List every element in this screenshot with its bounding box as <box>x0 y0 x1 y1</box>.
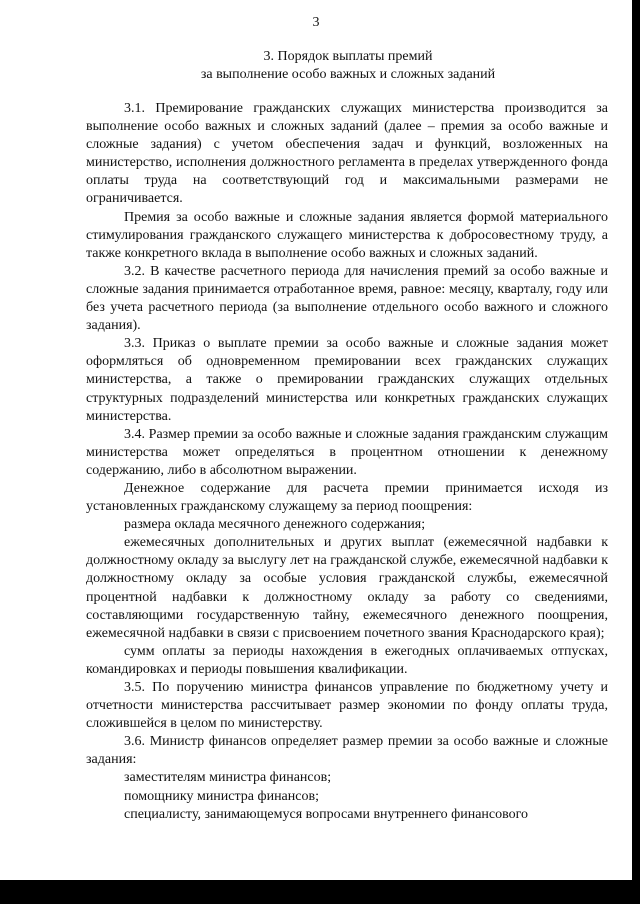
paragraph: 3.2. В качестве расчетного периода для начисления премий за особо важные и сложные задания принимается отработанное время, равное: месяцу, кварталу, году или без учета расчетного периода (за выполнение отдельного особо важного и сложного задания). <box>86 263 608 334</box>
paragraph: ежемесячных дополнительных и других выплат (ежемесячной надбавки к должностному окладу за выслугу лет на гражданской службе, ежемесячной надбавки к должностному окладу за особые условия гражданской службы, ежемесячной процентной надбавки к должностному окладу за работу со сведениями, составляющими государственную тайну, ежемесячного денежного поощрения, ежемесячной надбавки в связи с присвоением почетного звания Краснодарского края); <box>86 535 608 641</box>
paragraph: сумм оплаты за периоды нахождения в ежегодных оплачиваемых отпусках, командировках и периоды повышения квалификации. <box>86 643 608 677</box>
paragraph: 3.1. Премирование гражданских служащих министерства производится за выполнение особо важных и сложных заданий (далее – премия за особо важные и сложные задания) с учетом обеспечения задач и функций, возложенных на министерство, исполнения должностного регламента в пределах утвержденного фонда оплаты труда на соответствующий год и максимальными размерами не ограничивается. <box>86 101 608 207</box>
paragraph: 3.6. Министр финансов определяет размер премии за особо важные и сложные задания: <box>86 734 608 768</box>
heading-line-2: за выполнение особо важных и сложных заданий <box>200 67 496 82</box>
heading-line-1: 3. Порядок выплаты премий <box>263 49 433 64</box>
paragraph: Денежное содержание для расчета премии принимается исходя из установленных гражданскому служащему за период поощрения: <box>86 480 608 515</box>
section-heading <box>100 48 596 84</box>
paragraph: заместителям министра финансов; <box>124 770 332 786</box>
paragraph: Премия за особо важные и сложные задания является формой материального стимулирования гражданского служащего министерства к добросовестному труду, а также конкретного вклада в выполнение особо важных и сложных заданий. <box>86 209 608 261</box>
paragraph: размера оклада месячного денежного содержания; <box>124 517 426 533</box>
paragraph: 3.3. Приказ о выплате премии за особо важные и сложные задания может оформляться об одновременном премировании всех гражданских служащих министерства, а также о премировании гражданских служащих отдельных структурных подразделений министерства или конкретных гражданских служащих министерства. <box>86 336 608 424</box>
paragraph: 3.4. Размер премии за особо важные и сложные задания гражданским служащим министерства может определяться в процентном отношении к денежному содержанию, либо в абсолютном выражении. <box>86 426 608 478</box>
paragraph: 3.5. По поручению министра финансов управление по бюджетному учету и отчетности министерства рассчитывает размер экономии по фонду оплаты труда, сложившейся в целом по министерству. <box>86 680 608 732</box>
document-body <box>86 100 608 824</box>
paragraph: специалисту, занимающемуся вопросами внутреннего финансового <box>124 806 529 822</box>
page-number: 3 <box>312 15 320 30</box>
paragraph: помощнику министра финансов; <box>124 788 319 804</box>
